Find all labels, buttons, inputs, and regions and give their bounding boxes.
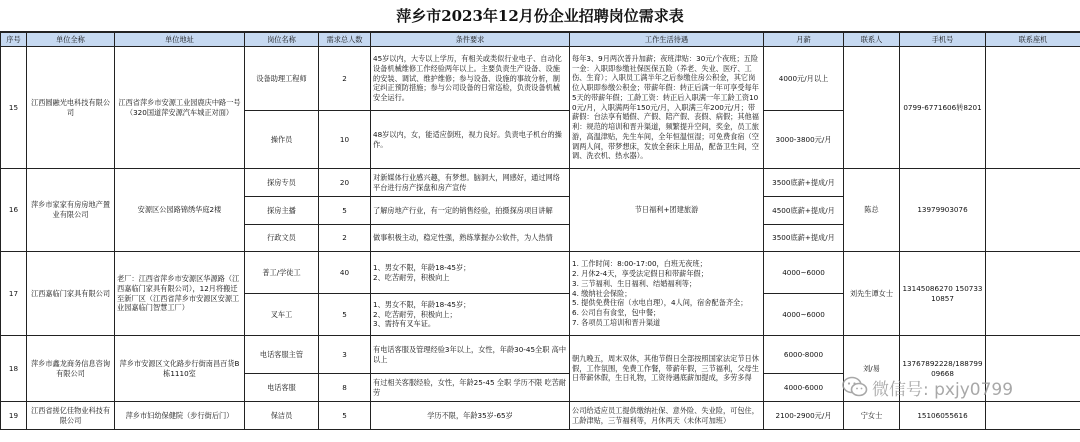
company-name: 萍乡市鑫龙商务信息咨询有限公司 (27, 336, 115, 402)
position-requirements: 1、男女不限，年龄18-45岁； 2、吃苦耐劳，积极向上 (371, 252, 570, 294)
position-count: 40 (319, 252, 371, 294)
position-title: 电话客服 (245, 374, 319, 402)
row-number: 19 (1, 402, 27, 430)
landline (986, 252, 1080, 336)
table-row (1, 169, 1080, 197)
position-title: 操作员 (245, 111, 319, 169)
position-count: 5 (319, 197, 371, 225)
header-row (1, 33, 1080, 47)
phone-number: 13145086270 15073310857 (900, 252, 986, 336)
company-address: 安源区公园路锦绣华庭2楼 (115, 169, 245, 252)
table-row (1, 252, 1080, 294)
position-requirements: 1、男女不限，年龄18-45岁； 2、吃苦耐劳，积极向上； 3、需持有叉车证。 (371, 294, 570, 336)
position-title: 探房专员 (245, 169, 319, 197)
benefits: 节日福利+团建旅游 (570, 169, 764, 252)
contact-person: 陈总 (844, 169, 900, 252)
row-number: 15 (1, 47, 27, 169)
benefits: 公司给适应员工提供缴纳社保、意外险、失业险，可包住，工龄津贴，三节福利等，月休两天（未休可加班） (570, 402, 764, 430)
header-cell: 需求总人数 (319, 33, 371, 47)
benefits: 朝九晚五，周末双休，其他节假日全部按照国家法定节日休假，工作氛围，免费工作餐，带薪年假，三节福利，父母生日带薪休假，生日礼物，工资待遇底薪加提成，多劳多得 (570, 336, 764, 402)
table-row (1, 402, 1080, 430)
header-cell: 条件要求 (371, 33, 570, 47)
benefits: 每年3、9月两次普升加薪；夜班津贴：30元/个夜班；五险一金：入职即参缴社保医保五险（养老、失业、医疗、工伤、生育）；入职员工满半年之后参缴住房公积金，其它岗位入职即参缴公积金；带薪年假：转正后满一年可享受每年5天的带薪年假；工龄工资：转正后入职满一年工龄工资100元/月，入职满两年150元/月，入职满三年200元/月；带薪假：台法享有婚假、产假、陪产假、丧假、病假；其他福利：规范的培训和晋升渠道，频繁提升空间，奖金，员工旅游，高温津贴，先生车间，全年恒温恒湿；可免费食宿（空调两人间，带梦想床，发放全套床上用品，配备卫生间，空调、洗衣机、热水器）。 (570, 47, 764, 169)
salary: 6000-8000 (764, 336, 844, 374)
header-cell: 月薪 (764, 33, 844, 47)
header-cell: 序号 (1, 33, 27, 47)
position-title: 保洁员 (245, 402, 319, 430)
position-requirements: 学历不限，年龄35岁-65岁 (371, 402, 570, 430)
contact-person: 刘先生谭女士 (844, 252, 900, 336)
row-number: 18 (1, 336, 27, 402)
row-number: 17 (1, 252, 27, 336)
company-name: 江西嘉临门家具有限公司 (27, 252, 115, 336)
contact-person: 刘/易 (844, 336, 900, 402)
salary: 2100-2900元/月 (764, 402, 844, 430)
position-count: 2 (319, 47, 371, 111)
position-title: 普工/学徒工 (245, 252, 319, 294)
phone-number: 13979903076 (900, 169, 986, 252)
salary: 4500底薪+提成/月 (764, 197, 844, 225)
position-count: 3 (319, 336, 371, 374)
header-cell: 单位全称 (27, 33, 115, 47)
phone-number: 13767892228/18879909668 (900, 336, 986, 402)
contact-person: 宁女士 (844, 402, 900, 430)
salary: 3500底薪+提成/月 (764, 225, 844, 252)
contact-person (844, 47, 900, 169)
position-title: 电话客服主管 (245, 336, 319, 374)
position-title: 探房主播 (245, 197, 319, 225)
header-cell: 单位地址 (115, 33, 245, 47)
header-cell: 岗位名称 (245, 33, 319, 47)
page-title: 萍乡市2023年12月份企业招聘岗位需求表 (0, 0, 1080, 32)
position-requirements: 有过相关客服经验，女性，年龄25-45 全职 学历不限 吃苦耐劳 (371, 374, 570, 402)
company-address: 萍乡市妇幼保健院（步行街后门） (115, 402, 245, 430)
salary: 3000-3800元/月 (764, 111, 844, 169)
company-name: 萍乡市家家有房房地产置业有限公司 (27, 169, 115, 252)
table-row (1, 47, 1080, 111)
row-number: 16 (1, 169, 27, 252)
company-name: 江西省搓亿佳物业科技有限公司 (27, 402, 115, 430)
position-requirements: 48岁以内，女，能适应倒班，视力良好。负责电子机台的操作。 (371, 111, 570, 169)
position-requirements: 对新媒体行业感兴趣，有梦想。脑洞大，网感好，通过网络平台进行房产探盘和房产宣传 (371, 169, 570, 197)
salary: 4000~6000 (764, 252, 844, 294)
header-cell: 工作生活待遇 (570, 33, 764, 47)
position-title: 行政文员 (245, 225, 319, 252)
position-count: 20 (319, 169, 371, 197)
header-cell: 手机号 (900, 33, 986, 47)
company-name: 江西圆融光电科技有限公司 (27, 47, 115, 169)
watermark-text: 微信号: pxjy0799 (872, 379, 1014, 400)
phone-number: 0799-6771606转8201 (900, 47, 986, 169)
landline (986, 47, 1080, 169)
position-requirements: 有电话客服及管理经验3年以上，女性，年龄30-45全职 高中以上 (371, 336, 570, 374)
salary: 4000-6000 (764, 374, 844, 402)
salary: 4000元/月以上 (764, 47, 844, 111)
phone-number: 15106055616 (900, 402, 986, 430)
position-title: 设备助理工程师 (245, 47, 319, 111)
position-requirements: 做事积极主动，稳定性强，熟练掌握办公软件，为人热情 (371, 225, 570, 252)
benefits: 1. 工作时间：8:00-17:00，白班无夜班； 2. 月休2-4天，享受法定假日和带薪年假； 3. 三节福利、生日福利、结婚福利等； 4. 缴纳社会保险； 5. 提供免费住宿（水电自理），4人间，宿舍配备齐全； 6. 公司自有食堂，包中餐； 7. 各项员工培训和晋升渠道 (570, 252, 764, 336)
position-count: 5 (319, 402, 371, 430)
company-address: 老厂：江西省萍乡市安源区华源路（江西嘉临门家具有限公司），12月将搬迁至新厂区（江西省萍乡市安源区安源工业园嘉临门智慧工厂） (115, 252, 245, 336)
header-cell: 联系人 (844, 33, 900, 47)
landline (986, 336, 1080, 402)
company-address: 江西省萍乡市安源工业园鹿庆中路一号（320国道萍安源汽车城正对面） (115, 47, 245, 169)
recruitment-table (0, 32, 1080, 430)
landline (986, 169, 1080, 252)
salary: 3500底薪+提成/月 (764, 169, 844, 197)
table-row (1, 336, 1080, 374)
header-cell: 联系座机 (986, 33, 1080, 47)
position-count: 10 (319, 111, 371, 169)
position-count: 2 (319, 225, 371, 252)
position-title: 叉车工 (245, 294, 319, 336)
landline (986, 402, 1080, 430)
position-requirements: 45岁以内，大专以上学历，有相关或类似行业电子、自动化设备机械维修工作经验两年以上。主要负责生产设备、设施的安装、调试、维护维修；参与设备、设施的事故分析，制定纠正预防措施；参与公司设备的日常巡检，负责设备机械安全运行。 (371, 47, 570, 111)
company-address: 萍乡市安源区文化路步行街南昌百货B栋1110室 (115, 336, 245, 402)
position-requirements: 了解房地产行业，有一定的销售经验，拍摄探房项目讲解 (371, 197, 570, 225)
position-count: 5 (319, 294, 371, 336)
salary: 4000~6000 (764, 294, 844, 336)
position-count: 8 (319, 374, 371, 402)
